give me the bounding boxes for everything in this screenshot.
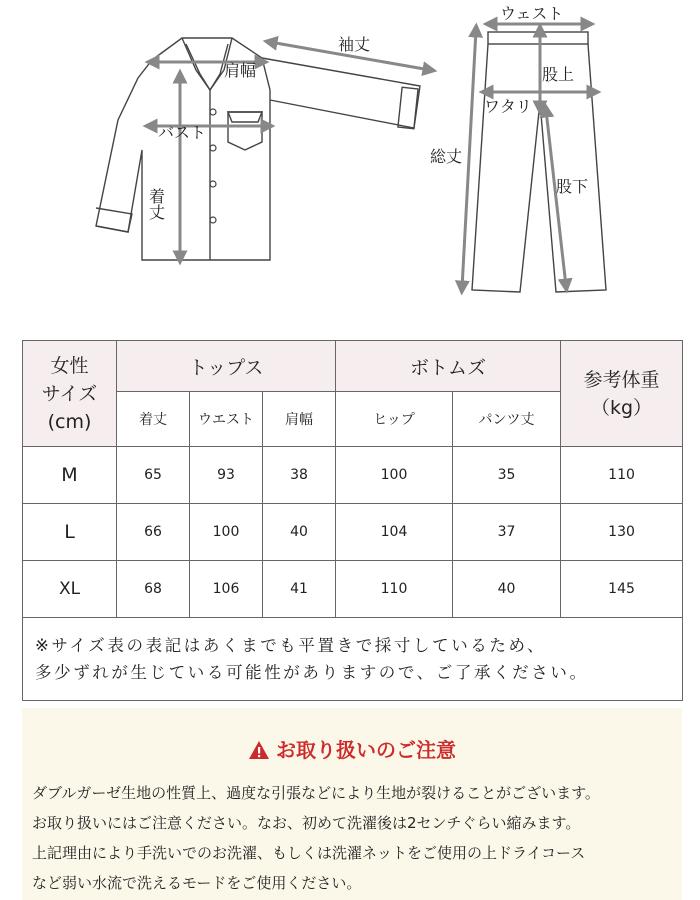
caution-box <box>22 708 682 900</box>
table-row <box>23 447 683 504</box>
label-rise: 股上 <box>542 65 575 84</box>
caution-line: など弱い水流で洗えるモードをご使用ください。 <box>32 874 362 892</box>
weight-header: 参考体重 （kg） <box>561 341 683 447</box>
tops-group-header: トップス <box>117 341 336 392</box>
shirt-drawing <box>96 38 420 260</box>
caution-title: お取り扱いのご注意 <box>22 734 682 765</box>
shirt-measure-lines <box>150 42 430 258</box>
label-thigh: ワタリ <box>484 97 532 116</box>
table-cell: 38 <box>263 447 336 504</box>
subheader-shoulder: 肩幅 <box>263 392 336 447</box>
table-cell: 65 <box>117 447 190 504</box>
table-row <box>23 561 683 618</box>
caution-text <box>32 778 682 898</box>
table-cell: 37 <box>453 504 561 561</box>
table-cell: 100 <box>336 447 453 504</box>
table-cell: 110 <box>336 561 453 618</box>
bottoms-group-header: ボトムズ <box>336 341 561 392</box>
table-cell: 40 <box>263 504 336 561</box>
table-cell: 100 <box>190 504 263 561</box>
subheader-pants-length: パンツ丈 <box>453 392 561 447</box>
label-shoulder: 肩幅 <box>224 61 257 80</box>
label-sleeve: 袖丈 <box>338 35 371 54</box>
caution-line: ダブルガーゼ生地の性質上、過度な引張などにより生地が裂けることがございます。 <box>32 784 600 802</box>
warning-icon <box>248 740 270 765</box>
garment-measurement-diagram <box>0 0 700 320</box>
subheader-waist: ウエスト <box>190 392 263 447</box>
size-column-header: 女性 サイズ (cm) <box>23 341 117 447</box>
table-cell: 66 <box>117 504 190 561</box>
table-row <box>23 504 683 561</box>
table-note: ※サイズ表の表記はあくまでも平置きで採寸しているため、 多少ずれが生じている可能性がありますので、ご了承ください。 <box>23 618 683 701</box>
table-cell: 35 <box>453 447 561 504</box>
label-waist: ウェスト <box>500 4 564 23</box>
table-cell: 41 <box>263 561 336 618</box>
table-cell: 104 <box>336 504 453 561</box>
label-length: 着丈 <box>146 188 166 220</box>
table-cell: 40 <box>453 561 561 618</box>
label-inseam: 股下 <box>556 177 589 196</box>
size-label: L <box>23 504 117 561</box>
label-bust: バスト <box>158 123 207 142</box>
table-cell: 68 <box>117 561 190 618</box>
subheader-hip: ヒップ <box>336 392 453 447</box>
table-cell: 110 <box>561 447 683 504</box>
subheader-length: 着丈 <box>117 392 190 447</box>
caution-line: 上記理由により手洗いでのお洗濯、もしくは洗濯ネットをご使用の上ドライコース <box>32 844 586 862</box>
table-cell: 106 <box>190 561 263 618</box>
label-total-length: 総丈 <box>430 147 463 166</box>
table-cell: 145 <box>561 561 683 618</box>
caution-line: お取り扱いにはご注意ください。なお、初めて洗濯後は2センチぐらい縮みます。 <box>32 814 581 832</box>
pants-measure-lines <box>462 24 594 288</box>
table-cell: 130 <box>561 504 683 561</box>
size-label: M <box>23 447 117 504</box>
size-label: XL <box>23 561 117 618</box>
size-table <box>22 340 683 701</box>
table-cell: 93 <box>190 447 263 504</box>
